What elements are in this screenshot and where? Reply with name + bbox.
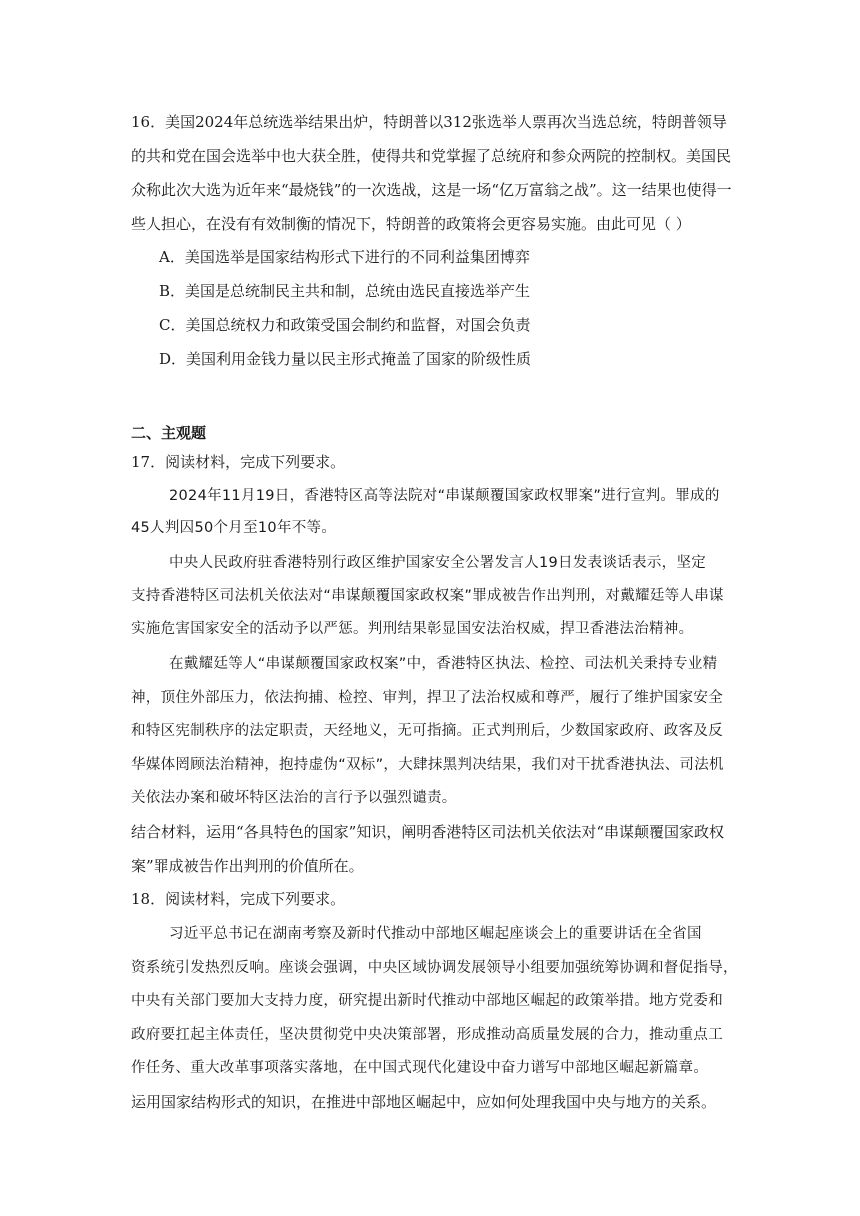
q16-option-d: D．美国利用金钱力量以民主形式掩盖了国家的阶级性质	[159, 350, 532, 368]
q17-question-line-2: 案”罪成被告作出判刑的价值所在。	[131, 857, 364, 875]
q16-option-c: C．美国总统权力和政策受国会制约和监督，对国会负责	[159, 316, 531, 334]
q17-material-p2-line-3: 实施危害国家安全的活动予以严惩。判刑结果彰显国安法治权威，捍卫香港法治精神。	[131, 621, 694, 637]
q16-line-3: 众称此次大选为近年来“最烧钱”的一次选战，这是一场“亿万富翁之战”。这一结果也使得一	[131, 181, 732, 199]
q17-material-p3-line-2: 神，顶住外部压力，依法拘捕、检控、审判，捍卫了法治权威和尊严，履行了维护国家安全	[131, 690, 723, 706]
q17-material-p3-line-3: 和特区宪制秩序的法定职责，天经地义，无可指摘。正式判刑后，少数国家政府、政客及反	[131, 723, 723, 739]
q17-question-line-1: 结合材料，运用“各具特色的国家”知识，阐明香港特区司法机关依法对“串谋颠覆国家政权	[131, 823, 725, 841]
section-heading: 二、主观题	[131, 424, 207, 442]
q18-material-line-3: 中央有关部门要加大支持力度，研究提出新时代推动中部地区崛起的政策举措。地方党委和	[131, 993, 723, 1009]
q16-line-1: 16．美国2024年总统选举结果出炉，特朗普以312张选举人票再次当选总统，特朗普领导	[131, 113, 727, 131]
q17-material-p3-line-4: 华媒体罔顾法治精神，抱持虚伪“双标”，大肆抹黑判决结果，我们对干扰香港执法、司法机	[131, 757, 724, 773]
q16-line-2: 的共和党在国会选举中也大获全胜，使得共和党掌握了总统府和参众两院的控制权。美国民	[131, 147, 732, 165]
q18-material-line-4: 政府要扛起主体责任，坚决贯彻党中央决策部署，形成推动高质量发展的合力，推动重点工	[131, 1027, 723, 1043]
q17-material-p1-line-1: 2024年11月19日，香港特区高等法院对“串谋颠覆国家政权罪案”进行宣判。罪成的	[169, 488, 720, 504]
q18-material-line-1: 习近平总书记在湖南考察及新时代推动中部地区崛起座谈会上的重要讲话在全省国	[169, 926, 702, 942]
q17-material-p3-line-5: 关依法办案和破坏特区法治的言行予以强烈谴责。	[131, 790, 457, 806]
q16-option-a: A．美国选举是国家结构形式下进行的不同利益集团博弈	[159, 248, 530, 266]
q18-question: 运用国家结构形式的知识，在推进中部地区崛起中，应如何处理我国中央与地方的关系。	[131, 1093, 717, 1111]
q18-material-line-5: 作任务、重大改革事项落实落地，在中国式现代化建设中奋力谱写中部地区崛起新篇章。	[131, 1060, 709, 1076]
q17-material-p1-line-2: 45人判囚50个月至10年不等。	[131, 520, 337, 536]
q17-material-p2-line-1: 中央人民政府驻香港特别行政区维护国家安全公署发言人19日发表谈话表示，坚定	[169, 555, 707, 571]
q18-intro: 18．阅读材料，完成下列要求。	[131, 890, 346, 908]
q17-material-p3-line-1: 在戴耀廷等人“串谋颠覆国家政权案”中，香港特区执法、检控、司法机关秉持专业精	[169, 656, 718, 672]
q17-intro: 17．阅读材料，完成下列要求。	[131, 453, 346, 471]
q17-material-p2-line-2: 支持香港特区司法机关依法对“串谋颠覆国家政权案”罪成被告作出判刑，对戴耀廷等人串谋	[131, 588, 724, 604]
q16-option-b: B．美国是总统制民主共和制，总统由选民直接选举产生	[159, 282, 531, 300]
q18-material-line-2: 资系统引发热烈反响。座谈会强调，中央区域协调发展领导小组要加强统筹协调和督促指导，	[131, 960, 738, 976]
q16-line-4: 些人担心，在没有有效制衡的情况下，特朗普的政策将会更容易实施。由此可见（ ）	[131, 215, 691, 233]
